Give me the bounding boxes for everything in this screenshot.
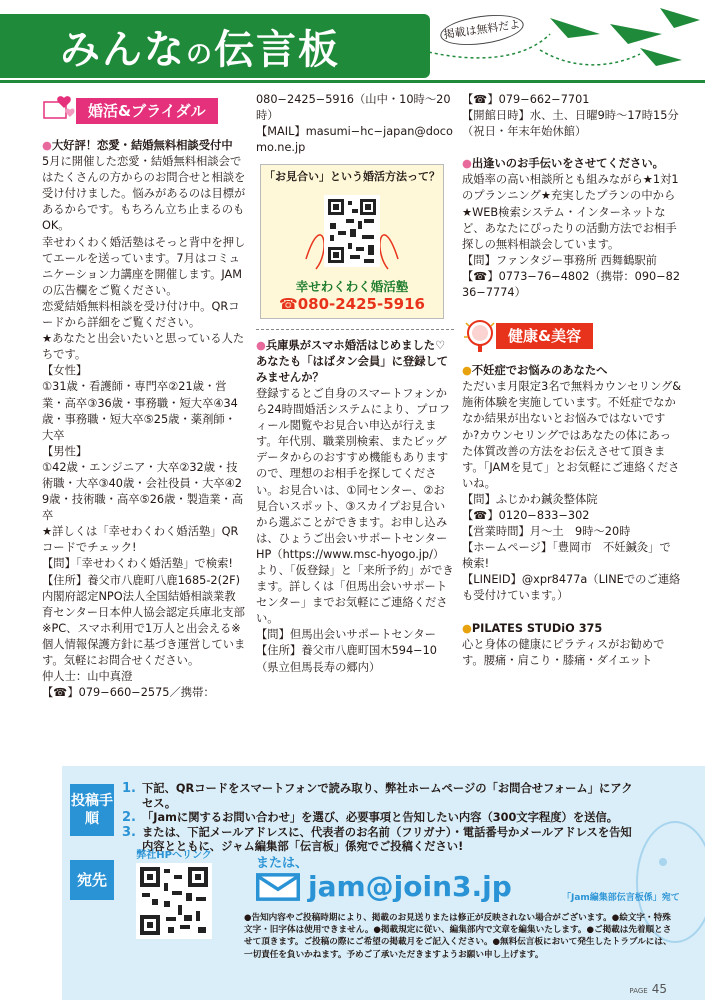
item-body-line: 【ホームページ】「豊岡市 不妊鍼灸」で検索! [462,541,671,571]
label-steps: 投稿手順 [70,784,114,836]
item-body-line: 【男性】 [42,444,88,458]
item-body-line: ただいま月限定3名で無料カウンセリング&施術体験を実施しています。不妊症でなかなか結果が出ないとお悩みではないですか?カウンセリングではあなたの体にあった体質改善の方法をお伝えさせて頂きます。「JAMを見て」とお気軽にご連絡くださいね。 [462,380,682,490]
mail-address[interactable]: jam@join3.jp [308,870,512,903]
phone-icon: ☎ [279,294,298,313]
paper-plane-icon [550,8,700,66]
free-badge: 掲載は無料だよ [438,10,525,49]
item-head-4: ●不妊症でお悩みのあなたへ [462,364,608,378]
hp-qr[interactable] [132,846,216,936]
item-body-line: 【☎】0773−76−4802（携帯：090−8236−7774） [462,269,681,300]
item-head-2: ●兵庫県がスマホ婚活はじめました♡あなたも「はばタン会員」に登録してみませんか？ [256,338,449,384]
item-body-line: 【☎】079−662−7701 [462,93,590,106]
divider [256,329,454,330]
item-body-line: 【住所】養父市八鹿町八鹿1685-2(2F)内閣府認定NPO法人全国結婚相談業教育センター日本仲人協会認定兵庫北支部 [42,573,245,619]
step-list [122,782,642,855]
section-title-health [462,317,682,357]
qr-code-icon [302,189,402,275]
item-body-line: 080−2425−5916（山中・10時〜20時） [256,93,451,123]
qr-code-icon [136,863,212,939]
mirror-icon [462,317,498,353]
item-body-line: 【☎】0120−833−302 [462,508,590,522]
page-header [0,0,705,84]
item-body-line: 【MAIL】masumi−hc−japan@docomo.ne.jp [256,125,453,155]
item-body-line: 仲人士：山中真澄 [42,670,133,684]
item-body-line: 【問】但馬出会いサポートセンター [256,628,436,642]
item-body-line: 【住所】養父市八鹿町国木594−10（県立但馬長寿の郷内） [256,644,437,674]
item-body-line: 【女性】 [42,364,88,378]
item-body-line: 幸せわくわく婚活塾はそっと背中を押してエールを送っています。7月はコミュニケーション力講座を開催します。JAMの広告欄をご覧ください。 [42,235,246,297]
qr-label: 弊社HPへリンク [136,850,212,861]
ad-name: 幸せわくわく婚活塾 [295,279,409,295]
notes-text: ●告知内容やご投稿時期により、掲載のお見送りまたは修正が反映されない場合がございます。●絵文字・特殊文字・旧字体は使用できません。●掲載規定に従い、編集部内で文章を編集いたします。●ご掲載は先着順とさせて頂きます。ご投稿の際にご希望の掲載月をご記入ください。●無料伝言板において発生したトラブルには、一切責任を負いかねます。予めご了承いただきますようお願い申し上げます。 [244,913,672,960]
item-body-line: 【LINEID】@xpr8477a（LINEでのご連絡も受付けています。） [462,573,681,603]
column-marriage [42,92,246,701]
label-destination: 宛先 [70,860,114,900]
item-body-line: ①31歳・看護師・専門卒②21歳・営業・高卒③36歳・事務職・短大卒④34歳・事務職・短大卒⑤25歳・薬剤師・大卒 [42,380,238,442]
item-body-line: 心と身体の健康にピラティスがお勧めです。腰痛・肩こり・膝痛・ダイエット [462,637,665,667]
item-head-1: ●大好評！恋愛・結婚無料相談受付中 [42,139,233,152]
item-head-3: ●出逢いのお手伝いをさせてください。 [462,157,664,171]
page-number: PAGE 45 [629,982,667,996]
column-marriage-cont [256,92,454,676]
item-body-line: 【問】ファンタジー事務所 西舞鶴駅前 [462,253,657,267]
item-body-line: 【問】ふじかわ鍼灸整体院 [462,492,598,506]
item-body-line: ①42歳・エンジニア・大卒②32歳・技術職・大卒③40歳・会社役員・大卒④29歳・技術職・高卒⑤26歳・製造業・高卒 [42,460,244,523]
envelope-icon [256,872,300,902]
item-body-line: 登録するとご自身のスマートフォンから24時間婚活システムにより、プロフィール閲覧やお見合い申込が行えます。年代別、職業別検索、またビッグデータからのおすすめ機能もありますので、理想のお相手を探してください。お見合いは、①同センター、②お見合いスポット、③スカイプお見合いから選ぶことができます。お申し込みは、ひょうご出会いサポートセンターHP（https://www.msc-hyogo.jp/）より、「仮登録」と「来所予約」ができます。詳しくは「但馬出会いサポートセンター」までお気軽にご連絡ください。 [256,386,454,626]
item-body-line: ★詳しくは「幸せわくわく婚活塾」QRコードでチェック! [42,525,239,555]
page-title: みんなの伝言板 [60,27,341,73]
paper-plane-icons [400,4,705,80]
item-head-5: ●PILATES STUDiO 375 [462,621,603,635]
ad-konkatsu [260,164,444,318]
notes [244,912,674,961]
step-item: 1. 下記、QRコードをスマートフォンで読み取り、弊社ホームページの「お問合せフォーム」にアクセス。 [122,781,633,810]
step-item: 3. または、下記メールアドレスに、代表者のお名前（フリガナ）・電話番号かメールアドレスを告知内容とともに、ジャム編集部「伝言板」係宛でご投稿ください! [122,824,632,854]
mail-row[interactable] [256,870,512,903]
mail-prefix: または、 [256,856,309,871]
mail-note: 「Jam編集部伝言板係」宛て [562,893,680,903]
column-health [462,92,682,669]
item-body-line: 恋愛結婚無料相談を受け付け中。QRコードから詳細をご覧ください。 [42,299,240,330]
ad-tel: ☎080-2425-5916 [279,294,425,313]
section-title-marriage [42,92,246,132]
submission-footer [62,766,705,1000]
item-body-line: 【問】「幸せわくわく婚活塾」で検索! [42,557,233,571]
section-label-marriage: 婚活&ブライダル [76,98,218,124]
item-body-line: 【開館日時】水、土、日曜9時〜17時15分（祝日・年末年始休館） [462,109,679,139]
header-rule [0,80,705,83]
item-body-line: ※PC、スマホ利用で1万人と出会える※個人情報保護方針に基づき運営しています。気軽にお問合せください。 [42,621,246,667]
section-label-health: 健康&美容 [496,323,593,349]
step-item: 2. 「Jamに関するお問い合わせ」を選び、必要事項と告知したい内容（300文字程度）を送信。 [122,810,619,826]
item-body-line: 【営業時間】月〜土 9時〜20時 [462,525,631,539]
hearts-icon [42,92,78,128]
ad-title: 「お見合い」という婚活方法って？ [264,170,440,184]
item-body-line: 成婚率の高い相談所とも組みながら★1対1のプランニング★充実したプランの中から★WEB検索システム・インターネットなど、あなたにぴったりの活動方法でお相手探しの無料相談会しています。 [462,173,679,251]
item-body-line: 【☎】079−660−2575／携帯： [42,686,215,700]
item-body-line: ★あなたと出会いたいと思っている人たちです。 [42,332,245,362]
item-body-line: 5月に開催した恋愛・結婚無料相談会ではたくさんの方からのお問合せと相談を受け付けました。悩みがあるのは目標があるからです。もちろん立ち止まるのもOK。 [42,155,246,233]
